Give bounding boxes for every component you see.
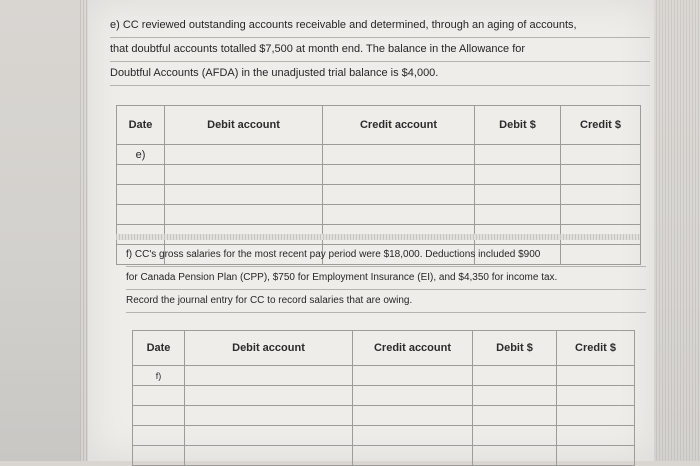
debit-amount-cell[interactable] — [473, 406, 557, 426]
debit-amount-cell[interactable] — [475, 185, 561, 205]
debit-account-cell[interactable] — [165, 205, 323, 225]
header-date: Date — [133, 331, 185, 366]
entry-date-cell[interactable] — [133, 406, 185, 426]
table-row — [117, 205, 641, 225]
credit-account-cell[interactable] — [353, 406, 473, 426]
header-credit-amount: Credit $ — [561, 106, 641, 145]
header-debit-account: Debit account — [165, 106, 323, 145]
question-e-text — [110, 14, 650, 86]
entry-date-cell[interactable] — [133, 426, 185, 446]
entry-date-cell[interactable] — [117, 205, 165, 225]
credit-amount-cell[interactable] — [557, 386, 635, 406]
journal-table-e — [116, 105, 641, 265]
header-credit-account: Credit account — [323, 106, 475, 145]
debit-account-cell[interactable] — [185, 446, 353, 466]
credit-account-cell[interactable] — [323, 145, 475, 165]
entry-date-cell[interactable] — [117, 165, 165, 185]
credit-account-cell[interactable] — [323, 165, 475, 185]
section-divider — [116, 234, 640, 240]
entry-date-cell[interactable] — [117, 185, 165, 205]
table-row — [117, 145, 641, 165]
credit-amount-cell[interactable] — [561, 165, 641, 185]
table-header-row — [117, 106, 641, 145]
debit-account-cell[interactable] — [185, 386, 353, 406]
table-row — [133, 426, 635, 446]
credit-amount-cell[interactable] — [561, 145, 641, 165]
entry-date-cell[interactable]: e) — [117, 145, 165, 165]
entry-date-cell[interactable]: f) — [133, 366, 185, 386]
debit-amount-cell[interactable] — [475, 165, 561, 185]
page-edge-lines-left — [80, 0, 88, 461]
debit-amount-cell[interactable] — [473, 426, 557, 446]
credit-account-cell[interactable] — [353, 426, 473, 446]
debit-amount-cell[interactable] — [473, 386, 557, 406]
question-f-line: f) CC's gross salaries for the most recent pay period were $18,000. Deductions included $900 — [126, 244, 646, 267]
header-debit-amount: Debit $ — [475, 106, 561, 145]
header-credit-account: Credit account — [353, 331, 473, 366]
table-row — [117, 185, 641, 205]
credit-amount-cell[interactable] — [557, 426, 635, 446]
credit-account-cell[interactable] — [353, 446, 473, 466]
table-row — [133, 366, 635, 386]
credit-amount-cell[interactable] — [561, 185, 641, 205]
table-row — [133, 386, 635, 406]
debit-account-cell[interactable] — [165, 165, 323, 185]
question-f-text — [126, 244, 646, 313]
credit-amount-cell[interactable] — [557, 446, 635, 466]
credit-amount-cell[interactable] — [557, 406, 635, 426]
credit-account-cell[interactable] — [323, 205, 475, 225]
credit-amount-cell[interactable] — [561, 205, 641, 225]
question-e-line: that doubtful accounts totalled $7,500 at month end. The balance in the Allowance for — [110, 38, 650, 62]
debit-amount-cell[interactable] — [473, 446, 557, 466]
header-debit-amount: Debit $ — [473, 331, 557, 366]
credit-amount-cell[interactable] — [557, 366, 635, 386]
header-debit-account: Debit account — [185, 331, 353, 366]
entry-date-cell[interactable] — [133, 386, 185, 406]
table-row — [117, 165, 641, 185]
question-e-line: e) CC reviewed outstanding accounts receivable and determined, through an aging of accounts, — [110, 14, 650, 38]
debit-account-cell[interactable] — [185, 366, 353, 386]
credit-account-cell[interactable] — [353, 366, 473, 386]
entry-date-cell[interactable] — [133, 446, 185, 466]
credit-account-cell[interactable] — [353, 386, 473, 406]
debit-account-cell[interactable] — [185, 406, 353, 426]
header-credit-amount: Credit $ — [557, 331, 635, 366]
table-header-row — [133, 331, 635, 366]
table-row — [133, 446, 635, 466]
debit-amount-cell[interactable] — [475, 145, 561, 165]
question-e-line: Doubtful Accounts (AFDA) in the unadjusted trial balance is $4,000. — [110, 62, 650, 86]
question-f-line: Record the journal entry for CC to record salaries that are owing. — [126, 290, 646, 313]
journal-table-f — [132, 330, 635, 466]
credit-account-cell[interactable] — [323, 185, 475, 205]
table-row — [133, 406, 635, 426]
page-edge-lines-right — [654, 0, 700, 461]
question-f-line: for Canada Pension Plan (CPP), $750 for Employment Insurance (EI), and $4,350 for income tax. — [126, 267, 646, 290]
debit-amount-cell[interactable] — [475, 205, 561, 225]
debit-account-cell[interactable] — [185, 426, 353, 446]
debit-amount-cell[interactable] — [473, 366, 557, 386]
header-date: Date — [117, 106, 165, 145]
debit-account-cell[interactable] — [165, 145, 323, 165]
debit-account-cell[interactable] — [165, 185, 323, 205]
